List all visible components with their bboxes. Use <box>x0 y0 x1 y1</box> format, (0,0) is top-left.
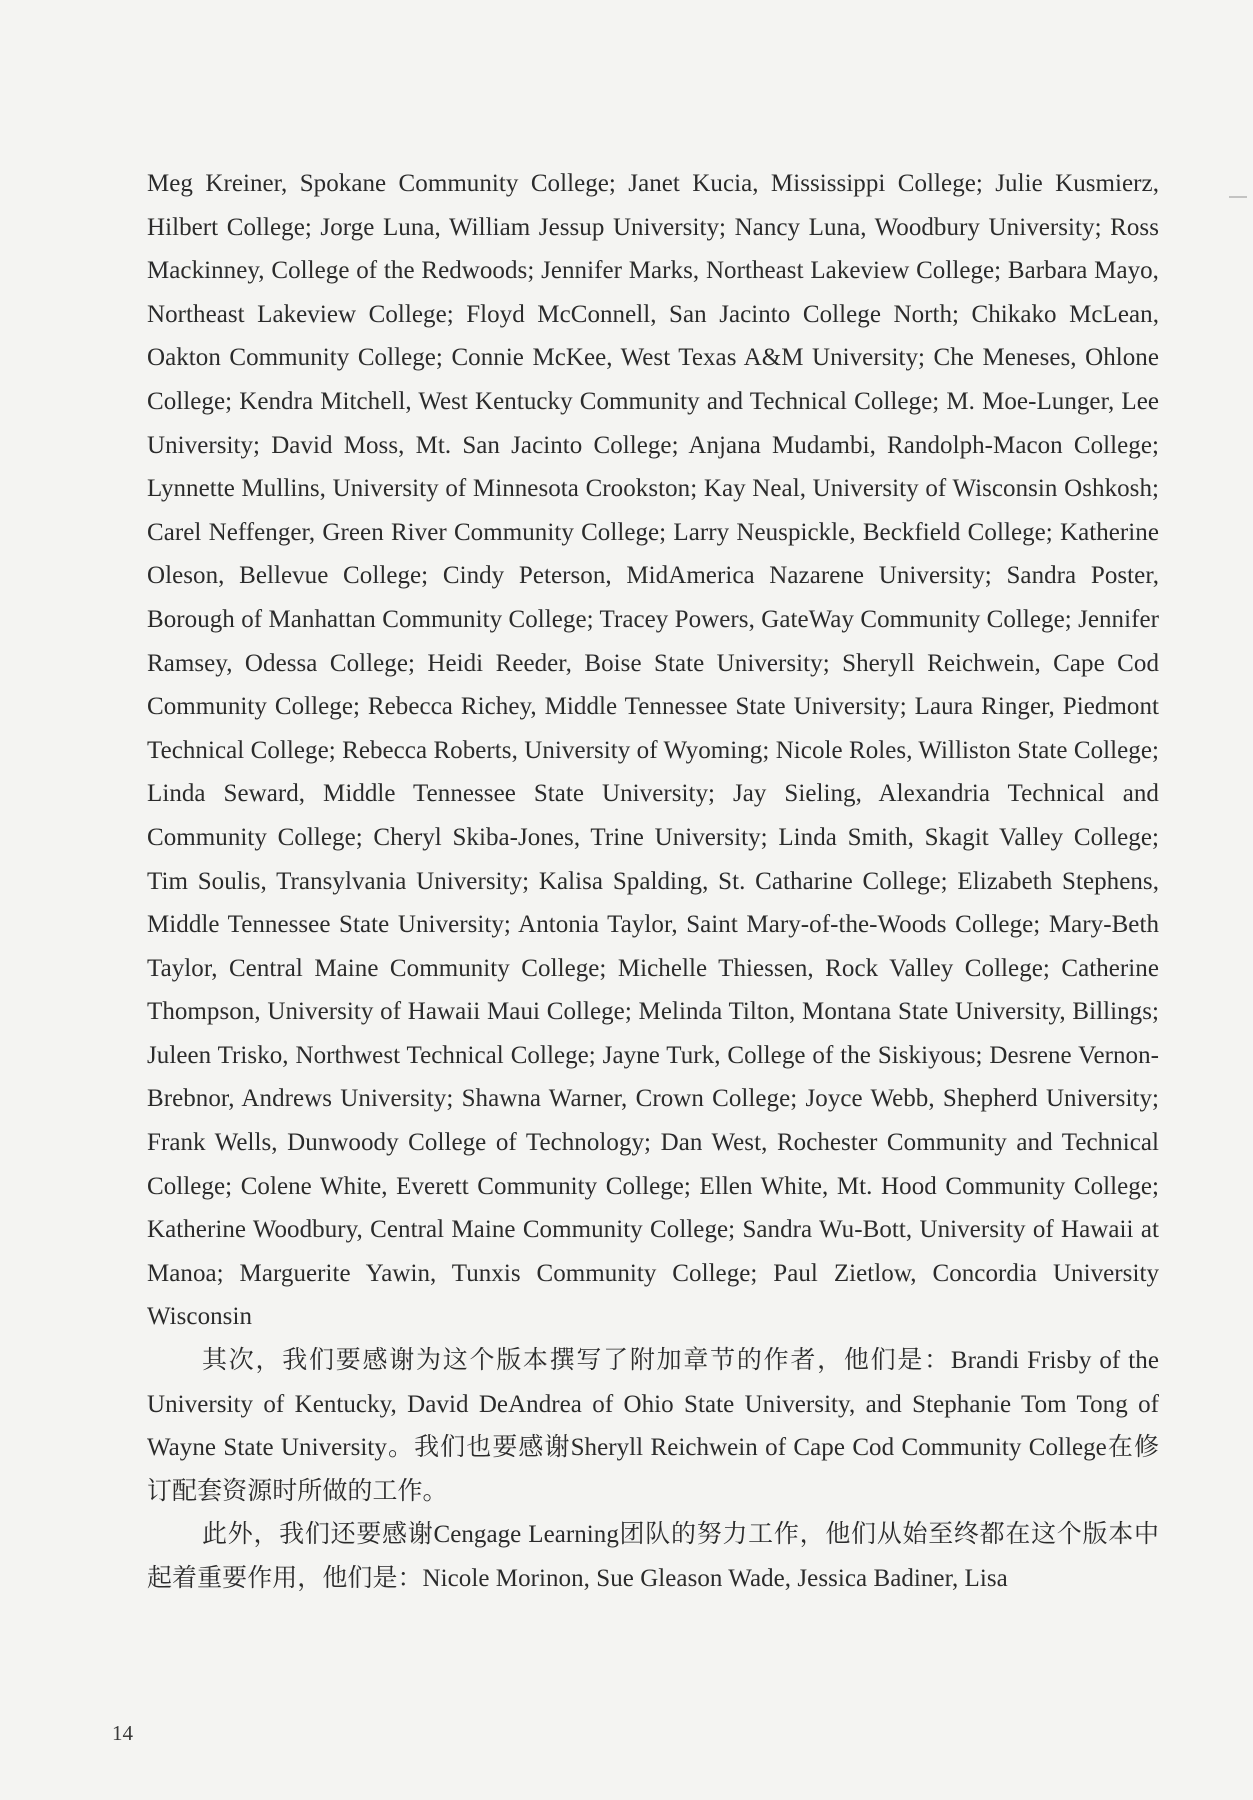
scan-edge-mark <box>1229 196 1247 198</box>
cengage-team-thanks-paragraph: 此外，我们还要感谢Cengage Learning团队的努力工作，他们从始至终都在这个版本中起着重要作用，他们是：Nicole Morinon, Sue Gleason Wade, Jessica Badiner, Lisa <box>147 1521 1159 1592</box>
page-body-text <box>147 162 1159 1601</box>
additional-chapters-thanks-paragraph: 其次，我们要感谢为这个版本撰写了附加章节的作者，他们是：Brandi Frisby of the University of Kentucky, David DeAndrea of Ohio State University, and Stephanie Tom Tong of Wayne State University。我们也要感谢Sheryll Reichwein of Cape Cod Community College在修订配套资源时所做的工作。 <box>147 1347 1159 1505</box>
acknowledgements-name-list-paragraph: Meg Kreiner, Spokane Community College; Janet Kucia, Mississippi College; Julie Kusmierz, Hilbert College; Jorge Luna, William Jessup University; Nancy Luna, Woodbury University; Ross Mackinney, College of the Redwoods; Jennifer Marks, Northeast Lakeview College; Barbara Mayo, Northeast Lakeview College; Floyd McConnell, San Jacinto College North; Chikako McLean, Oakton Community College; Connie McKee, West Texas A&M University; Che Meneses, Ohlone College; Kendra Mitchell, West Kentucky Community and Technical College; M. Moe-Lunger, Lee University; David Moss, Mt. San Jacinto College; Anjana Mudambi, Randolph-Macon College; Lynnette Mullins, University of Minnesota Crookston; Kay Neal, University of Wisconsin Oshkosh; Carel Neffenger, Green River Community College; Larry Neuspickle, Beckfield College; Katherine Oleson, Bellevue College; Cindy Peterson, MidAmerica Nazarene University; Sandra Poster, Borough of Manhattan Community College; Tracey Powers, GateWay Community College; Jennifer Ramsey, Odessa College; Heidi Reeder, Boise State University; Sheryll Reichwein, Cape Cod Community College; Rebecca Richey, Middle Tennessee State University; Laura Ringer, Piedmont Technical College; Rebecca Roberts, University of Wyoming; Nicole Roles, Williston State College; Linda Seward, Middle Tennessee State University; Jay Sieling, Alexandria Technical and Community College; Cheryl Skiba-Jones, Trine University; Linda Smith, Skagit Valley College; Tim Soulis, Transylvania University; Kalisa Spalding, St. Catharine College; Elizabeth Stephens, Middle Tennessee State University; Antonia Taylor, Saint Mary-of-the-Woods College; Mary-Beth Taylor, Central Maine Community College; Michelle Thiessen, Rock Valley College; Catherine Thompson, University of Hawaii Maui College; Melinda Tilton, Montana State University, Billings; Juleen Trisko, Northwest Technical College; Jayne Turk, College of the Siskiyous; Desrene Vernon-Brebnor, Andrews University; Shawna Warner, Crown College; Joyce Webb, Shepherd University; Frank Wells, Dunwoody College of Technology; Dan West, Rochester Community and Technical College; Colene White, Everett Community College; Ellen White, Mt. Hood Community College; Katherine Woodbury, Central Maine Community College; Sandra Wu-Bott, University of Hawaii at Manoa; Marguerite Yawin, Tunxis Community College; Paul Zietlow, Concordia University Wisconsin <box>147 170 1159 1331</box>
page-number: 14 <box>112 1721 133 1745</box>
